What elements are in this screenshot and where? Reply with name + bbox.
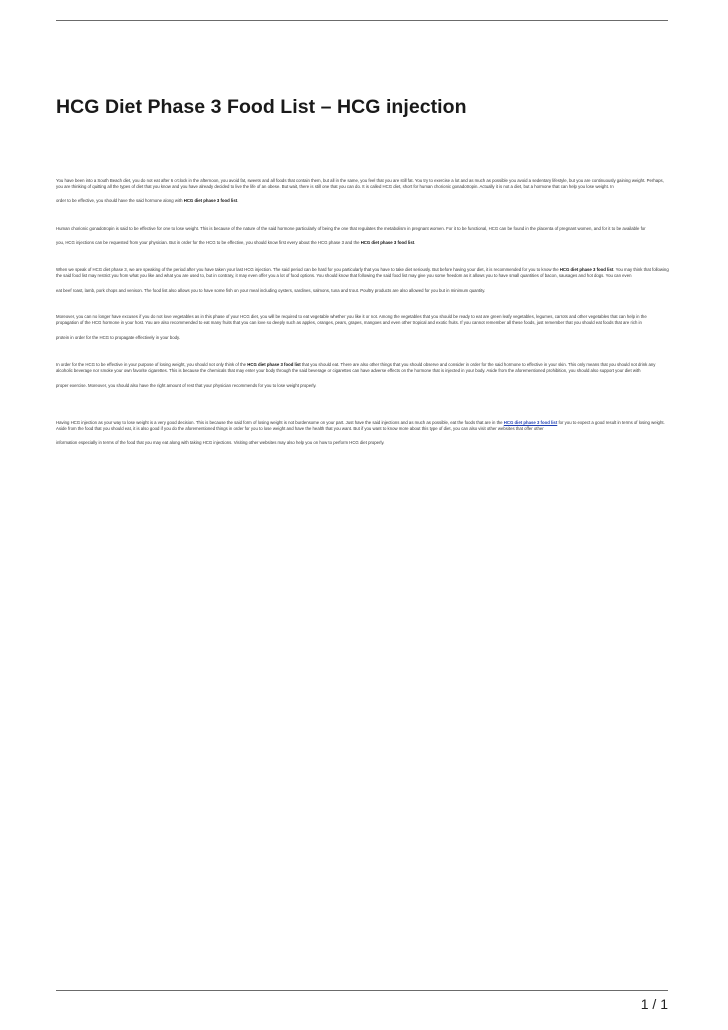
hcg-food-list-link[interactable]: HCG diet phase 3 food list — [503, 420, 558, 425]
keyword-bold: HCG diet phase 3 food list — [559, 267, 614, 272]
paragraph-5: In order for the HCG to be effective in your purpose of losing weight, you should not only think of the HCG diet phase 3 food list that you should eat. There are also other things that you should observe and consider in order for the said hormone to effective in your skin. This only means that you should not drink any alcoholic beverage nor smoke your own favorite cigarettes. This is because the chemicals that may enter your body through the said beverage or cigarettes can have adverse effects on the hormone that is injected in your body. Aside from the aforementioned prohibition, you should also support your diet with — [56, 362, 656, 374]
paragraph-4: Moreover, you can no longer have excuses if you do not love vegetables as in this phase of your HCG diet, you will be required to eat vegetable whether you like it or not. Among the vegetables that you should be ready to eat are green leafy vegetables, legumes, carrots and other vegetables that can help in the propagation of the HCG hormone in your host. You are also recommended to eat many fruits that you can love so deeply such as apples, oranges, pears, grapes, mangoes and even other tropical and exotic fruits. If you cannot remember all these foods, just remember that you should eat foods that are rich in — [56, 314, 647, 326]
paragraph-2: Human chorionic gonadotropin is said to be effective for one to lose weight. This is because of the nature of the said hormone particularly of being the one that regulates the metabolism in pregnant women. For it to be functional, HCG can be found in the placenta of pregnant women, and for it to be available for — [56, 226, 646, 231]
paragraph-1: You have been into a South Beach diet, you do not eat after 6 o'clock in the afternoon, you avoid fat, sweets and all foods that contain them, but all in the same, you feel that you are still fat. You try to exercise a lot and as much as possible you avoid a sedentary lifestyle, but you are continuously gaining weight. Perhaps, you are thinking of quitting all the types of diet that you know and you have already decided to live the life of an obese. But wait, there is still one that you can do. It is called HCG diet, short for human chorionic gonadotropin. Actually it is not a diet, but a hormone that can help you lose weight. In — [56, 178, 664, 190]
paragraph-2-continued: you, HCG injections can be requested from your physician. But in order for the HCG to be effective, you should know first every about the HCG phase 3 and the HCG diet phase 3 food list. — [56, 240, 416, 245]
page-title: HCG Diet Phase 3 Food List – HCG injection — [56, 96, 467, 118]
page-number: 1 / 1 — [640, 996, 668, 1012]
paragraph-6: Having HCG injection as your way to lose weight is a very good decision. This is because the said form of losing weight is not burdensome on your part. Just have the said injections and as much as possible, eat the foods that are in the HCG diet phase 3 food list for you to expect a good result in terms of losing weight. Aside from the food that you should eat, it is also good if you do the aforementioned things in order for you to lose weight and have the health that you want. But if you want to know more about this type of diet, you can also visit other websites that offer other — [56, 420, 665, 432]
paragraph-3-continued: eat beef roast, lamb, pork chops and venison. The food list also allows you to have some fish on your meal including oysters, sardines, salmons, tuna and trout. Poultry products are also allowed for you but in minimum quantity. — [56, 288, 486, 293]
paragraph-6-continued: information especially in terms of the food that you may eat along with taking HCG injections. Visiting other websites may also help you on how to perform HCG diet properly. — [56, 440, 385, 445]
bottom-rule — [56, 990, 668, 991]
keyword-bold: HCG diet phase 3 food list — [247, 362, 301, 367]
keyword-bold: HCG diet phase 3 food list — [360, 240, 415, 245]
paragraph-5-continued: proper exercise. Moreover, you should also have the right amount of rest that your physician recommends for you to lose weight properly. — [56, 383, 317, 388]
top-rule — [56, 20, 668, 21]
paragraph-3: When we speak of HCG diet phase 3, we are speaking of the period after you have taken your last HCG injection. The said period can be hard for you particularly that you have to take diet seriously. But before having your diet, it is recommended for you to know the HCG diet phase 3 food list. You may think that following the said food list may restrict you from what you like and what you are used to, but in contrary, it may even offer you a lot of food options. You should know that following the said food list may give you some freedom as it allows you to have small quantities of bacon, sausages and hot dogs. You can even — [56, 267, 669, 279]
keyword-bold: HCG diet phase 3 food list — [183, 198, 238, 203]
paragraph-1-continued: order to be effective, you should have the said hormone along with HCG diet phase 3 food list. — [56, 198, 239, 203]
paragraph-4-continued: protein in order for the HCG to propagate effectively in your body. — [56, 335, 181, 340]
